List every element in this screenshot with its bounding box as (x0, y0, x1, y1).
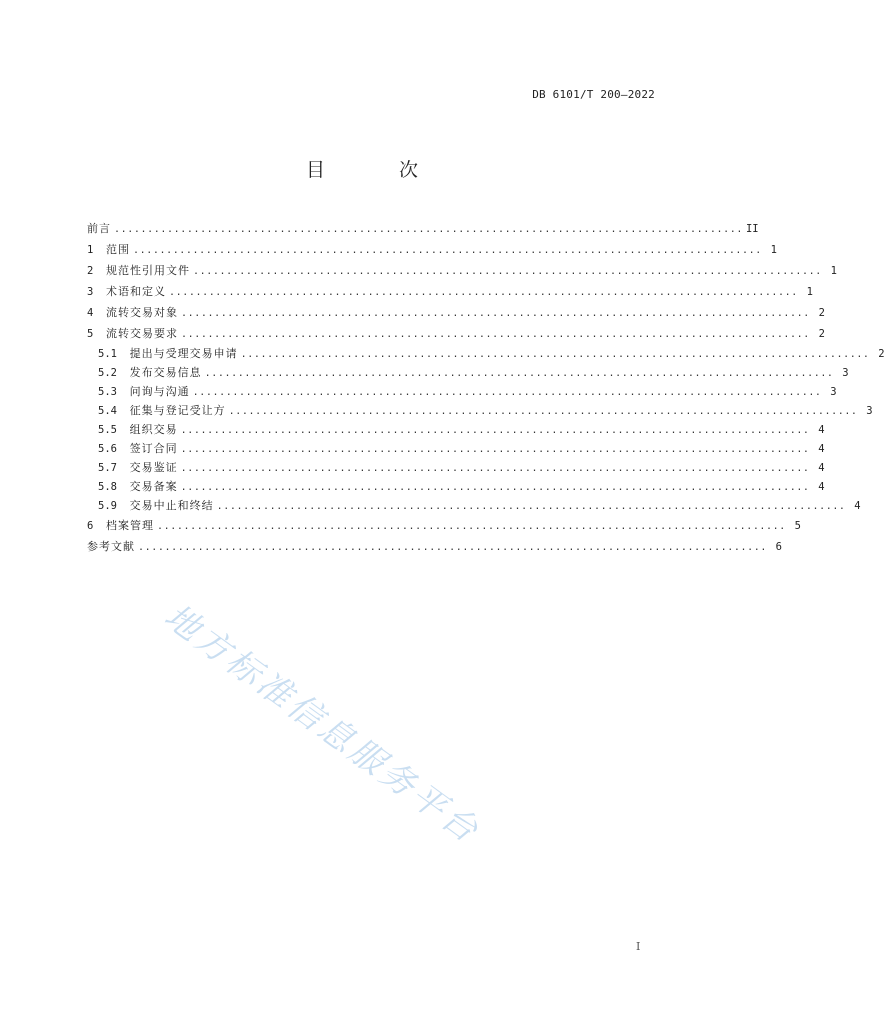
toc-entry[interactable] (87, 344, 885, 363)
toc-entry[interactable] (87, 382, 837, 401)
toc-entry-page: 2 (818, 307, 825, 319)
toc-leader-dots: ............................................................................................... (180, 425, 810, 436)
toc-entry[interactable] (87, 458, 825, 477)
toc-entry-number: 5.9 (98, 500, 130, 512)
toc-entry-page: 4 (818, 443, 825, 455)
toc-entry-number: 5.2 (98, 367, 130, 379)
toc-entry[interactable] (87, 218, 759, 239)
toc-entry-page: 4 (818, 462, 825, 474)
toc-entry-label: 组织交易 (129, 423, 178, 436)
toc-entry-label: 流转交易对象 (105, 306, 178, 319)
toc-entry[interactable] (87, 439, 825, 458)
toc-entry[interactable] (87, 401, 873, 420)
toc-entry-page: 3 (842, 367, 849, 379)
toc-entry-number: 5.3 (98, 386, 130, 398)
toc-entry-number: 3 (87, 286, 106, 298)
toc-entry-page: 3 (866, 405, 873, 417)
toc-entry-label: 征集与登记受让方 (129, 404, 226, 417)
toc-entry-page: 2 (878, 348, 885, 360)
toc-leader-dots: ............................................................................................... (228, 406, 858, 417)
page-title: 目 次 (305, 159, 453, 181)
toc-entry-page: 4 (818, 481, 825, 493)
toc-entry-label: 交易鉴证 (129, 461, 178, 474)
toc-leader-dots: ............................................................................................... (168, 287, 798, 298)
toc-entry-page: II (745, 223, 759, 235)
toc-entry[interactable] (87, 515, 801, 536)
toc-leader-dots: ............................................................................................... (204, 368, 834, 379)
toc-entry-label: 交易中止和终结 (129, 499, 214, 512)
toc-leader-dots: ............................................................................................... (180, 444, 810, 455)
toc-entry-label: 提出与受理交易申请 (129, 347, 238, 360)
toc-leader-dots: ............................................................................................... (132, 245, 762, 256)
toc-entry[interactable] (87, 363, 849, 382)
toc-entry-page: 1 (830, 265, 837, 277)
toc-entry[interactable] (87, 281, 813, 302)
toc-leader-dots: ............................................................................................... (192, 266, 822, 277)
toc-entry-page: 1 (770, 244, 777, 256)
page-number: I (636, 940, 641, 953)
toc-leader-dots: ............................................................................................... (180, 329, 810, 340)
watermark: 地方标准信息服务平台 (156, 596, 488, 853)
toc-entry-page: 5 (794, 520, 801, 532)
toc-entry-label: 规范性引用文件 (105, 264, 190, 277)
toc-leader-dots: ............................................................................................... (114, 224, 743, 235)
toc-entry-page: 4 (854, 500, 861, 512)
toc-entry-page: 2 (818, 328, 825, 340)
toc-entry-label: 参考文献 (87, 540, 135, 553)
toc-entry-number: 5 (87, 328, 106, 340)
toc-entry-number: 5.8 (98, 481, 130, 493)
toc-entry-label: 术语和定义 (105, 285, 166, 298)
toc-leader-dots: ............................................................................................... (216, 501, 846, 512)
toc-entry[interactable] (87, 323, 825, 344)
toc-entry[interactable] (87, 536, 782, 557)
toc-leader-dots: ............................................................................................... (240, 349, 870, 360)
toc-entry-label: 发布交易信息 (129, 366, 202, 379)
toc-leader-dots: ............................................................................................... (180, 308, 810, 319)
toc-leader-dots: ............................................................................................... (156, 521, 786, 532)
toc-entry[interactable] (87, 302, 825, 323)
toc-entry-label: 问询与沟通 (129, 385, 190, 398)
toc-entry-label: 流转交易要求 (105, 327, 178, 340)
toc-entry-number: 5.5 (98, 424, 130, 436)
toc-entry-number: 6 (87, 520, 106, 532)
toc-entry-label: 交易备案 (129, 480, 178, 493)
toc-entry-number: 1 (87, 244, 106, 256)
toc-entry-page: 6 (775, 541, 782, 553)
toc-entry-page: 1 (806, 286, 813, 298)
toc-entry-number: 5.4 (98, 405, 130, 417)
toc-entry[interactable] (87, 496, 861, 515)
toc-entry[interactable] (87, 239, 777, 260)
toc-entry-number: 2 (87, 265, 106, 277)
toc-entry[interactable] (87, 477, 825, 496)
toc-entry-label: 签订合同 (129, 442, 178, 455)
toc-entry-number: 5.1 (98, 348, 130, 360)
toc-leader-dots: ............................................................................................... (192, 387, 822, 398)
toc-entry-number: 5.7 (98, 462, 130, 474)
toc-leader-dots: ............................................................................................... (180, 482, 810, 493)
toc-entry[interactable] (87, 260, 837, 281)
toc-entry-page: 4 (818, 424, 825, 436)
toc-entry-number: 4 (87, 307, 106, 319)
toc-entry-label: 范围 (105, 243, 130, 256)
toc-leader-dots: ............................................................................................... (138, 542, 767, 553)
toc-entry-page: 3 (830, 386, 837, 398)
standard-code: DB 6101/T 200—2022 (532, 88, 655, 101)
toc-entry-label: 档案管理 (105, 519, 154, 532)
table-of-contents (87, 218, 885, 557)
toc-entry-label: 前言 (87, 222, 111, 235)
toc-entry[interactable] (87, 420, 825, 439)
toc-leader-dots: ............................................................................................... (180, 463, 810, 474)
toc-entry-number: 5.6 (98, 443, 130, 455)
